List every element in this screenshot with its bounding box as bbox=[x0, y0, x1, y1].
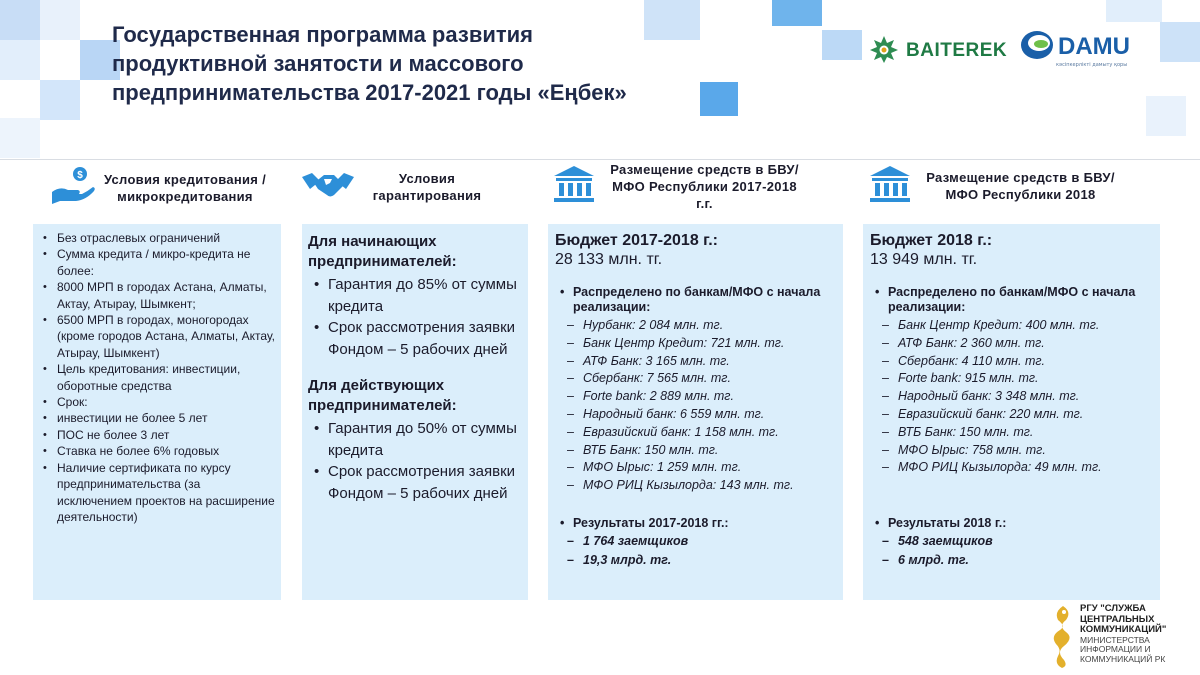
damu-tagline: кәсіпкерлікті дамыту қоры bbox=[1056, 62, 1128, 68]
bank-building-icon bbox=[552, 164, 596, 208]
lending-heading: Условия кредитования / микрокредитования bbox=[103, 172, 267, 204]
bank-list bbox=[555, 317, 843, 495]
list-item: – 6 млрд. тг. bbox=[870, 551, 1160, 570]
section-heading: Для начинающих предпринимателей: bbox=[308, 233, 457, 270]
list-item: – Народный банк: 6 559 млн. тг. bbox=[555, 406, 843, 424]
decor-square bbox=[1160, 22, 1200, 62]
decor-square bbox=[700, 82, 738, 116]
list-item: • Без отраслевых ограничений bbox=[41, 230, 275, 246]
existing-entrepreneurs-section bbox=[302, 360, 528, 504]
results-heading: • Результаты 2017-2018 гг.: bbox=[555, 515, 843, 532]
list-item: • инвестиции не более 5 лет bbox=[41, 410, 275, 426]
list-item: • Сумма кредита / микро-кредита не более: bbox=[41, 246, 275, 279]
placement-2018-header bbox=[868, 156, 1138, 216]
decor-square bbox=[772, 0, 822, 26]
list-item: – АТФ Банк: 3 165 млн. тг. bbox=[555, 353, 843, 371]
list-item: – Народный банк: 3 348 млн. тг. bbox=[870, 388, 1160, 406]
results-list bbox=[555, 532, 843, 570]
baiterek-logo bbox=[868, 34, 1007, 68]
distribution-heading: • Распределено по банкам/МФО с начала реализации: bbox=[555, 285, 843, 315]
list-item: • 8000 МРП в городах Астана, Алматы, Актау, Атырау, Шымкент; bbox=[41, 279, 275, 312]
list-item: • ПОС не более 3 лет bbox=[41, 427, 275, 443]
decor-square bbox=[1106, 0, 1162, 22]
list-item: – МФО Ырыс: 758 млн. тг. bbox=[870, 442, 1160, 460]
results-list bbox=[870, 532, 1160, 570]
lending-header bbox=[50, 160, 280, 216]
list-item: – Нурбанк: 2 084 млн. тг. bbox=[555, 317, 843, 335]
list-item: – ВТБ Банк: 150 млн. тг. bbox=[870, 424, 1160, 442]
placement-2018-heading: Размещение средств в БВУ/МФО Республики 2018 bbox=[926, 170, 1115, 202]
budget-value: 28 133 млн. тг. bbox=[555, 251, 663, 268]
decor-square bbox=[822, 30, 862, 60]
decor-square bbox=[40, 80, 80, 120]
decor-square bbox=[0, 40, 40, 80]
lending-list bbox=[33, 224, 281, 525]
guarantee-heading: Условия гарантирования bbox=[372, 171, 482, 203]
list-item: – Банк Центр Кредит: 721 млн. тг. bbox=[555, 335, 843, 353]
baiterek-wordmark: BAITEREK bbox=[906, 40, 1008, 61]
list-item: – Евразийский банк: 1 158 млн. тг. bbox=[555, 424, 843, 442]
guarantee-card bbox=[302, 224, 528, 600]
list-item: • Срок рассмотрения заявки Фондом – 5 рабочих дней bbox=[308, 461, 528, 504]
results-heading: • Результаты 2018 г.: bbox=[870, 515, 1160, 532]
list-item: • Цель кредитования: инвестиции, оборотные средства bbox=[41, 361, 275, 394]
list-item: – Forte bank: 915 млн. тг. bbox=[870, 370, 1160, 388]
budget-value: 13 949 млн. тг. bbox=[870, 251, 978, 268]
damu-wordmark: DAMU bbox=[1058, 33, 1130, 60]
list-item: • Ставка не более 6% годовых bbox=[41, 443, 275, 459]
list-item: – Банк Центр Кредит: 400 млн. тг. bbox=[870, 317, 1160, 335]
baiterek-emblem-icon bbox=[868, 34, 900, 68]
svg-text:$: $ bbox=[77, 170, 83, 181]
list-item: – Сбербанк: 7 565 млн. тг. bbox=[555, 370, 843, 388]
decor-square bbox=[40, 0, 80, 40]
source-badge bbox=[1050, 604, 1200, 674]
placement-2017-heading: Размещение средств в БВУ/МФО Республики 2017-2018 г.г. bbox=[610, 161, 799, 211]
placement-2017-card bbox=[548, 224, 843, 600]
list-item: – ВТБ Банк: 150 млн. тг. bbox=[555, 442, 843, 460]
list-item: • Гарантия до 50% от суммы кредита bbox=[308, 418, 528, 461]
budget-label: Бюджет 2017-2018 г.: bbox=[555, 232, 719, 249]
list-item: • Срок рассмотрения заявки Фондом – 5 рабочих дней bbox=[308, 317, 528, 360]
list-item: – МФО РИЦ Кызылорда: 143 млн. тг. bbox=[555, 477, 843, 495]
lending-card bbox=[33, 224, 281, 600]
bank-list bbox=[870, 317, 1160, 477]
list-item: • 6500 МРП в городах, моногородах (кроме городов Астана, Алматы, Актау, Атырау, Шымкент) bbox=[41, 312, 275, 361]
list-item: • Наличие сертификата по курсу предпринимательства (за исключением проектов на расширение деятельности) bbox=[41, 460, 275, 526]
dragon-emblem-icon bbox=[1050, 604, 1076, 674]
decor-square bbox=[1146, 96, 1186, 136]
distribution-heading: • Распределено по банкам/МФО с начала реализации: bbox=[870, 285, 1160, 315]
list-item: – Евразийский банк: 220 млн. тг. bbox=[870, 406, 1160, 424]
list-item: • Срок: bbox=[41, 394, 275, 410]
decor-square bbox=[0, 0, 40, 40]
list-item: • Гарантия до 85% от суммы кредита bbox=[308, 274, 528, 317]
list-item: – МФО Ырыс: 1 259 млн. тг. bbox=[555, 459, 843, 477]
handshake-icon bbox=[300, 167, 356, 207]
list-item: – 1 764 заемщиков bbox=[555, 532, 843, 551]
list-item: – Forte bank: 2 889 млн. тг. bbox=[555, 388, 843, 406]
damu-emblem-icon bbox=[1020, 30, 1054, 64]
list-item: – 548 заемщиков bbox=[870, 532, 1160, 551]
damu-logo bbox=[1020, 30, 1130, 68]
list-item: – 19,3 млрд. тг. bbox=[555, 551, 843, 570]
list-item: – Сбербанк: 4 110 млн. тг. bbox=[870, 353, 1160, 371]
placement-2018-card bbox=[863, 224, 1160, 600]
start-entrepreneurs-section bbox=[302, 224, 528, 360]
section-heading: Для действующих предпринимателей: bbox=[308, 377, 457, 414]
source-org: РГУ "СЛУЖБА ЦЕНТРАЛЬНЫХ КОММУНИКАЦИЙ" bbox=[1080, 603, 1167, 635]
page-title: Государственная программа развития продуктивной занятости и массового предпринимательства 2017-2021 годы «Еңбек» bbox=[112, 22, 627, 105]
hand-coin-icon bbox=[50, 164, 96, 212]
bank-building-icon bbox=[868, 164, 912, 208]
decor-square bbox=[0, 118, 40, 158]
budget-label: Бюджет 2018 г.: bbox=[870, 232, 993, 249]
source-ministry: МИНИСТЕРСТВА ИНФОРМАЦИИ И КОММУНИКАЦИЙ РК bbox=[1080, 634, 1166, 664]
list-item: – АТФ Банк: 2 360 млн. тг. bbox=[870, 335, 1160, 353]
placement-2017-header bbox=[552, 156, 822, 216]
list-item: – МФО РИЦ Кызылорда: 49 млн. тг. bbox=[870, 459, 1160, 477]
guarantee-header bbox=[300, 162, 510, 212]
